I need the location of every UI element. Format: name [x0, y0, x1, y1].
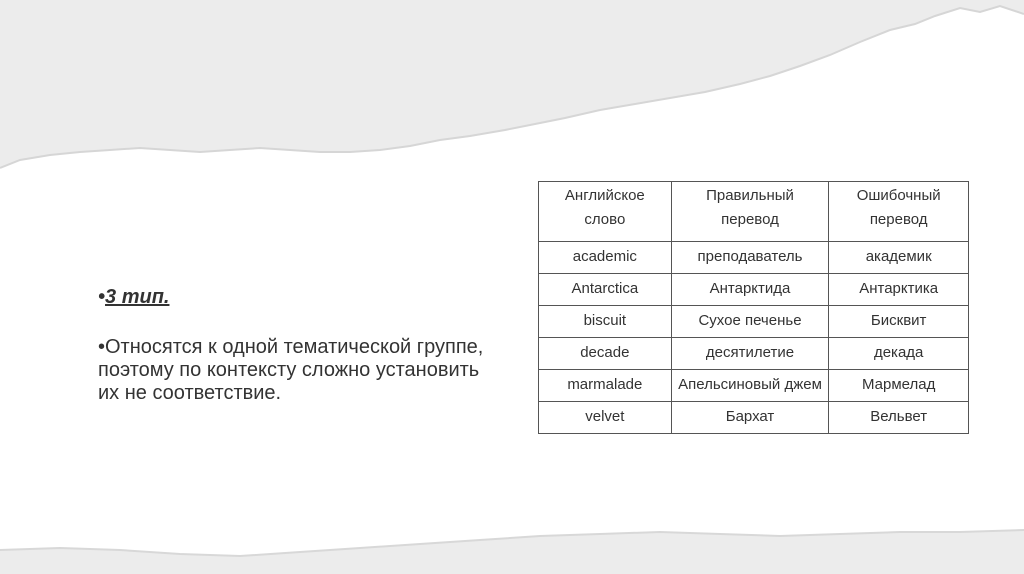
- bullet-marker: •: [98, 286, 106, 308]
- table-header-row: [539, 182, 969, 242]
- header-wrong-translation: Ошибочный перевод: [829, 182, 969, 242]
- cell-wrong: Вельвет: [829, 402, 969, 434]
- torn-paper-top-decoration: [0, 0, 1024, 200]
- cell-wrong: Мармелад: [829, 370, 969, 402]
- cell-wrong: Антарктика: [829, 274, 969, 306]
- type-label: 3 тип.: [105, 286, 170, 308]
- cell-correct: Бархат: [671, 402, 829, 434]
- cell-english: biscuit: [539, 306, 672, 338]
- cell-correct: десятилетие: [671, 338, 829, 370]
- cell-english: velvet: [539, 402, 672, 434]
- cell-correct: Сухое печенье: [671, 306, 829, 338]
- bullet-type-heading: [98, 286, 488, 309]
- table-row: [539, 274, 969, 306]
- table-row: [539, 370, 969, 402]
- bullet-list: [98, 286, 488, 405]
- table-row: [539, 338, 969, 370]
- cell-english: marmalade: [539, 370, 672, 402]
- cell-correct: Апельсиновый джем: [671, 370, 829, 402]
- cell-wrong: декада: [829, 338, 969, 370]
- cell-wrong: академик: [829, 242, 969, 274]
- header-english-word: Английское слово: [539, 182, 672, 242]
- translation-table: [538, 181, 969, 434]
- bullet-description: •Относятся к одной тематической группе, поэтому по контексту сложно установить их не соответствие.: [98, 336, 484, 404]
- cell-correct: Антарктида: [671, 274, 829, 306]
- cell-english: Antarctica: [539, 274, 672, 306]
- table-row: [539, 402, 969, 434]
- table-row: [539, 306, 969, 338]
- cell-correct: преподаватель: [671, 242, 829, 274]
- cell-wrong: Бисквит: [829, 306, 969, 338]
- torn-paper-bottom-decoration: [0, 510, 1024, 574]
- table-row: [539, 242, 969, 274]
- header-correct-translation: Правильный перевод: [671, 182, 829, 242]
- cell-english: academic: [539, 242, 672, 274]
- cell-english: decade: [539, 338, 672, 370]
